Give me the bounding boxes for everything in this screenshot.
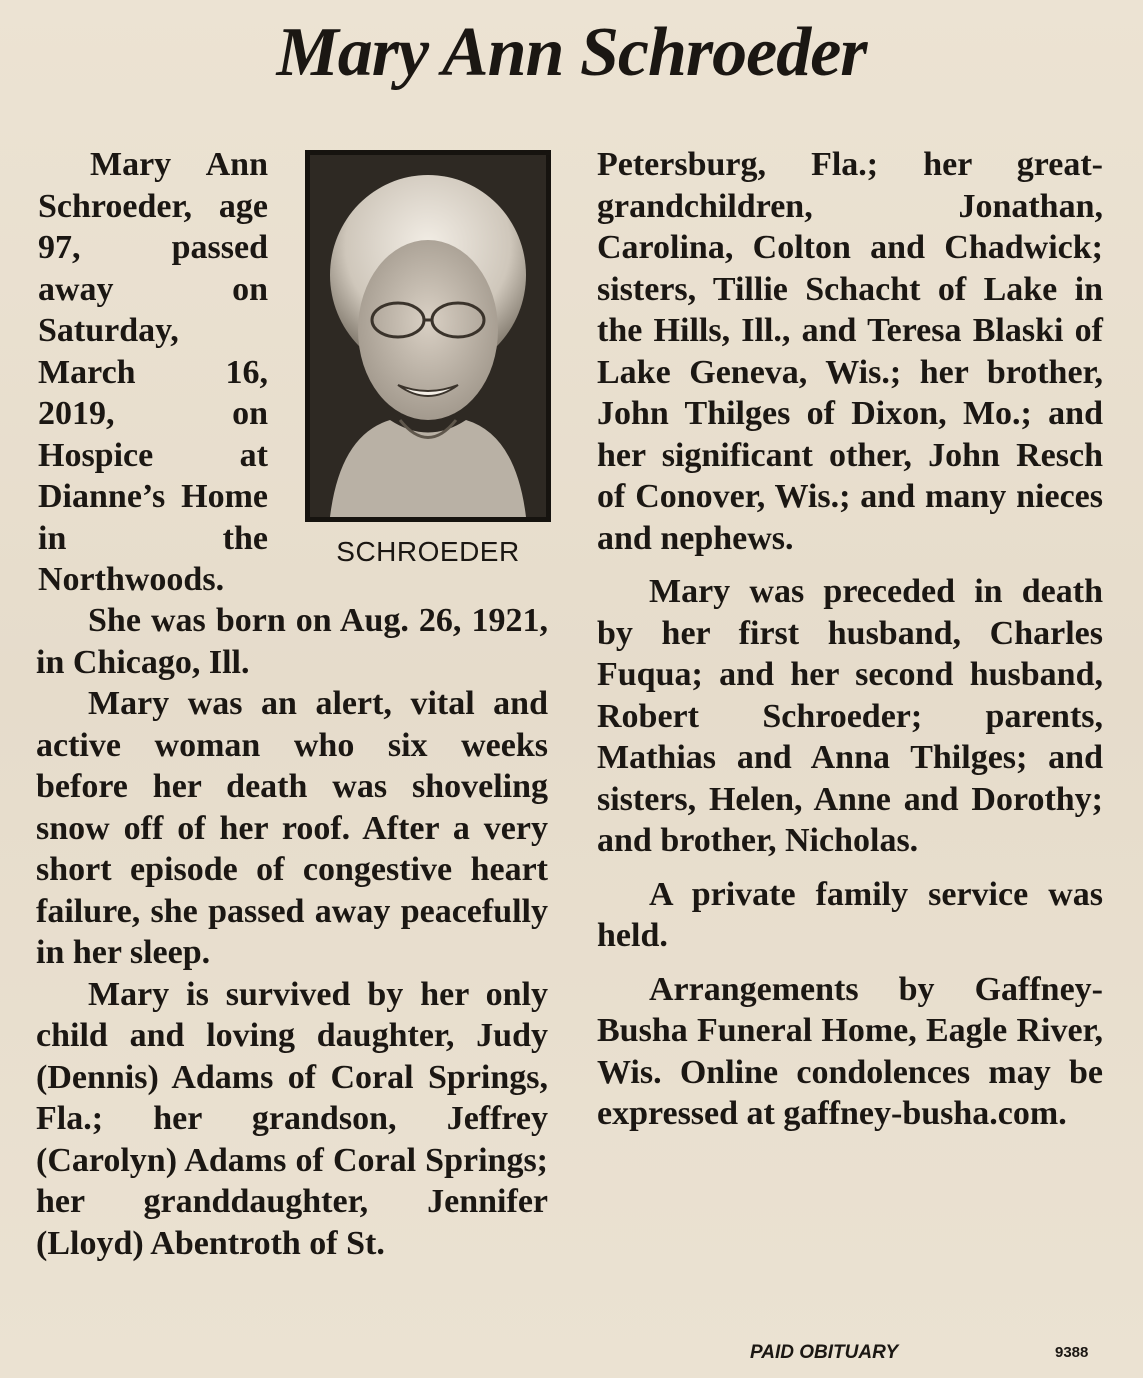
- portrait-figure: [310, 155, 546, 517]
- obituary-title: Mary Ann Schroeder: [276, 14, 867, 91]
- portrait-photo: [305, 150, 551, 522]
- birth-paragraph: She was born on Aug. 26, 1921, in Chicago, Ill.: [36, 602, 548, 681]
- service-paragraph: A private family service was held.: [597, 875, 1103, 954]
- arrangements-paragraph: Arrangements by Gaffney-Busha Funeral Home, Eagle River, Wis. Online condolences may be expressed at gaffney-busha.com.: [597, 970, 1103, 1132]
- ad-code: 9388: [1055, 1344, 1089, 1361]
- left-column: [36, 600, 548, 1264]
- photo-caption: SCHROEDER: [336, 536, 520, 567]
- preceded-paragraph: Mary was preceded in death by her first husband, Charles Fuqua; and her second husband, Robert Schroeder; parents, Mathias and Anna Thilges; and sisters, Helen, Anne and Dorothy; and brother, Nicholas.: [597, 573, 1103, 859]
- intro-paragraph: Mary Ann Schroeder, age 97, passed away on Saturday, March 16, 2019, on Hospice at Dianne’s Home in the Northwoods.: [38, 146, 268, 598]
- paid-obituary-label: PAID OBITUARY: [750, 1342, 899, 1363]
- survivors-paragraph: Mary is survived by her only child and loving daughter, Judy (Dennis) Adams of Coral Springs, Fla.; her grandson, Jeffrey (Carolyn) Adams of Coral Springs; her granddaughter, Jennifer (Lloyd) Abentroth of St.: [36, 975, 548, 1262]
- intro-text: [38, 144, 268, 601]
- portrait-image: [310, 155, 546, 517]
- survivors-continued-paragraph: Petersburg, Fla.; her great-grandchildren, Jonathan, Carolina, Colton and Chadwick; sisters, Tillie Schacht of Lake in the Hills, Ill., and Teresa Blaski of Lake Geneva, Wis.; her brother, John Thilges of Dixon, Mo.; and her significant other, John Resch of Conover, Wis.; and many nieces and nephews.: [597, 146, 1103, 557]
- right-column: [597, 144, 1103, 1135]
- life-paragraph: Mary was an alert, vital and active woman who six weeks before her death was shoveling snow off of her roof. After a very short episode of congestive heart failure, she passed away peacefully in her sleep.: [36, 685, 548, 971]
